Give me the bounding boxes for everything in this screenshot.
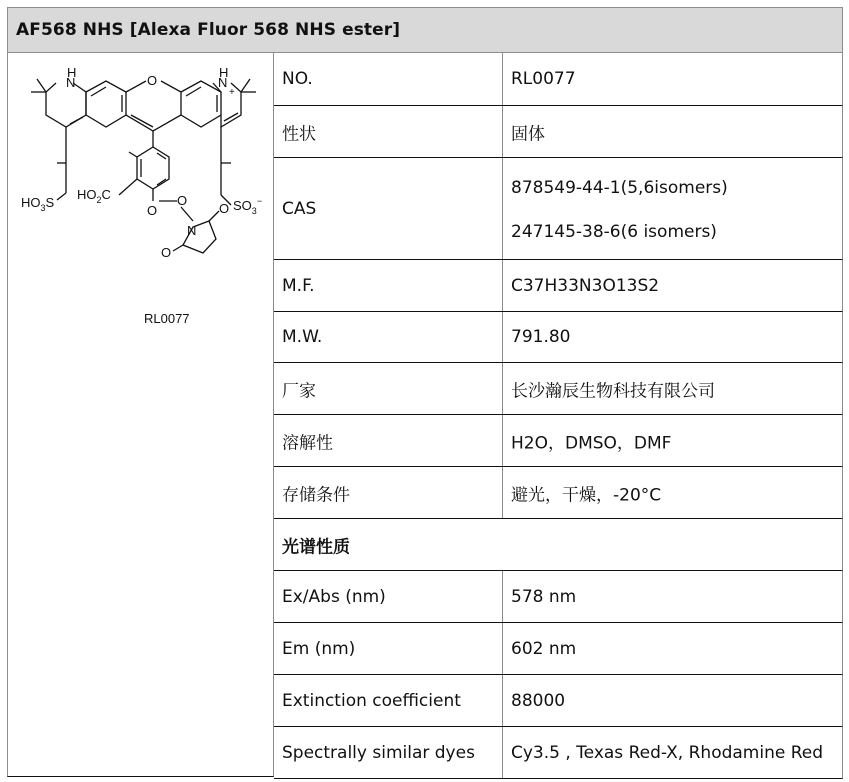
- table-row: [274, 623, 843, 675]
- positive-charge: +: [229, 87, 235, 98]
- property-value: H2O，DMSO，DMF: [511, 433, 672, 453]
- table-row: [274, 571, 843, 623]
- property-value: 避光，干燥，-20°C: [511, 485, 662, 505]
- table-row: [274, 53, 843, 106]
- table-row: [274, 467, 843, 519]
- property-label-cell: [274, 623, 503, 674]
- table-row: [274, 158, 843, 260]
- table-row: [274, 415, 843, 467]
- section-header-cell: [274, 519, 842, 570]
- table-row: [274, 106, 843, 158]
- structure-caption: RL0077: [144, 311, 190, 326]
- properties-table: [274, 53, 843, 779]
- property-label: 溶解性: [282, 433, 333, 453]
- property-label: Spectrally similar dyes: [282, 742, 475, 763]
- property-value-cell: [503, 260, 842, 311]
- property-label: M.F.: [282, 275, 315, 296]
- ester-oxygen: O: [177, 193, 188, 208]
- cas-value-1: 878549-44-1(5,6isomers): [511, 178, 728, 199]
- property-label-cell: [274, 260, 503, 311]
- table-row: [274, 727, 843, 779]
- property-label-cell: [274, 675, 503, 726]
- property-value-cell: [503, 675, 842, 726]
- property-value: 578 nm: [511, 586, 577, 607]
- property-label-cell: [274, 53, 503, 105]
- table-row: [274, 312, 843, 363]
- cas-value-2: 247145-38-6(6 isomers): [511, 221, 717, 242]
- nh-right-n: N: [218, 75, 228, 90]
- property-value-cell: [503, 312, 842, 362]
- property-value-cell: [503, 571, 842, 622]
- property-value: 固体: [511, 124, 545, 144]
- property-value-cell: [503, 727, 842, 778]
- property-value: 长沙瀚辰生物科技有限公司: [511, 381, 715, 401]
- property-label-cell: [274, 467, 503, 518]
- property-value-cell: [503, 415, 842, 466]
- property-label-cell: [274, 415, 503, 466]
- ho2c-group: $HO_2C$: [77, 187, 111, 205]
- property-value-cell: [503, 623, 842, 674]
- bridge-oxygen: O: [147, 73, 158, 88]
- section-header: 光谱性质: [282, 537, 350, 557]
- property-label: 厂家: [282, 381, 316, 401]
- property-value: C37H33N3O13S2: [511, 275, 660, 296]
- succinimide-nitrogen: N: [187, 223, 197, 238]
- table-row: [274, 260, 843, 312]
- table-row: [274, 363, 843, 415]
- property-label: Ex/Abs (nm): [282, 586, 386, 607]
- property-value: 602 nm: [511, 638, 577, 659]
- property-label: NO.: [282, 69, 313, 89]
- property-label: M.W.: [282, 327, 323, 347]
- table-title-bar: [7, 7, 843, 53]
- property-label-cell: [274, 312, 503, 362]
- property-value: 791.80: [511, 327, 571, 347]
- so3-group: $SO_3^-$: [233, 196, 263, 216]
- nh-right-h: H: [219, 65, 229, 80]
- chemical-structure-image: [11, 55, 273, 305]
- structure-cell: [7, 53, 274, 777]
- property-label-cell: [274, 727, 503, 778]
- property-value: RL0077: [511, 69, 576, 89]
- property-value-cell: [503, 106, 842, 157]
- property-label-cell: [274, 158, 503, 259]
- property-value-cell: [503, 467, 842, 518]
- property-label-cell: [274, 363, 503, 414]
- property-label: Em (nm): [282, 638, 356, 659]
- table-row: [274, 675, 843, 727]
- property-value-cell: [503, 158, 842, 259]
- nh-left-h: H: [67, 65, 77, 80]
- property-label: CAS: [282, 198, 317, 219]
- property-value: Cy3.5 , Texas Red-X, Rhodamine Red: [511, 742, 824, 763]
- property-label: 存储条件: [282, 485, 350, 505]
- section-header-row: [274, 519, 843, 571]
- property-label: 性状: [282, 124, 316, 144]
- product-title: AF568 NHS [Alexa Fluor 568 NHS ester]: [16, 20, 401, 40]
- property-value-cell: [503, 53, 842, 105]
- property-label: Extinction coefficient: [282, 690, 461, 711]
- ester-carbonyl-oxygen: O: [147, 203, 158, 218]
- property-value-cell: [503, 363, 842, 414]
- property-value: 88000: [511, 690, 566, 711]
- property-label-cell: [274, 106, 503, 157]
- ho3s-group: $HO_3S$: [21, 195, 55, 213]
- succinimide-oxygen-2: O: [161, 245, 172, 260]
- succinimide-oxygen-1: O: [219, 201, 230, 216]
- nh-left-n: N: [66, 75, 76, 90]
- property-label-cell: [274, 571, 503, 622]
